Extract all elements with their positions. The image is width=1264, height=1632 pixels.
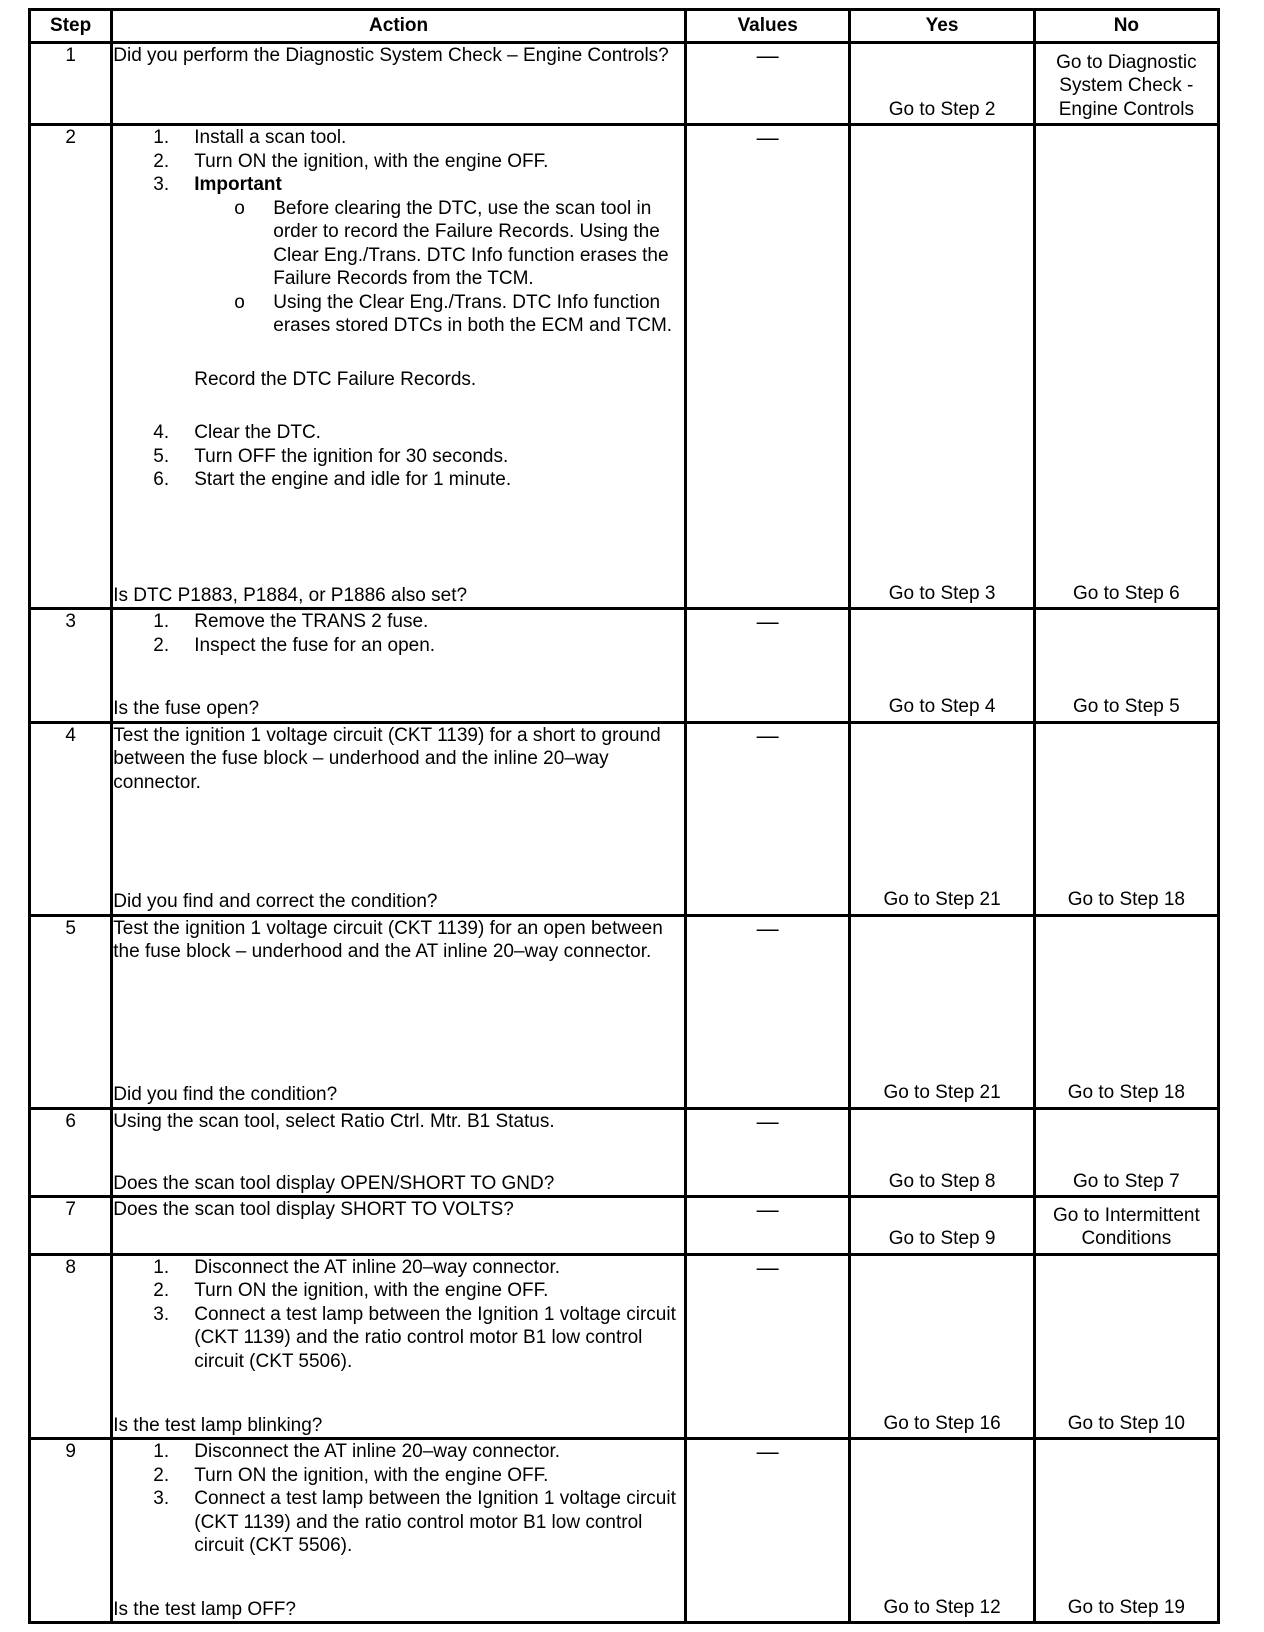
values-cell: — bbox=[685, 915, 850, 1108]
action-text: Test the ignition 1 voltage circuit (CKT 1139) for an open between the fuse block – underhood and the AT inline 20–way connector. bbox=[113, 917, 663, 963]
action-cell bbox=[112, 43, 686, 125]
values-cell: — bbox=[685, 722, 850, 915]
header-no: No bbox=[1034, 10, 1218, 43]
action-cell bbox=[112, 1108, 686, 1197]
step-list bbox=[113, 610, 684, 657]
circle-bullet-icon: o bbox=[234, 197, 245, 219]
yes-action: Go to Step 8 bbox=[888, 1170, 996, 1192]
action-cell bbox=[112, 915, 686, 1108]
table-row bbox=[30, 609, 1219, 723]
yes-cell bbox=[850, 43, 1034, 125]
list-item: 1. Install a scan tool. bbox=[153, 127, 347, 149]
action-cell bbox=[112, 609, 686, 723]
yes-action: Go to Step 21 bbox=[883, 1082, 1001, 1104]
yes-cell bbox=[850, 1108, 1034, 1197]
action-cell bbox=[112, 722, 686, 915]
table-row bbox=[30, 1439, 1219, 1623]
header-action: Action bbox=[112, 10, 686, 43]
yes-action: Go to Step 9 bbox=[888, 1228, 996, 1250]
diagnostic-table bbox=[28, 8, 1220, 1624]
question: Is the fuse open? bbox=[113, 698, 260, 720]
no-action: Go to Diagnostic System Check - Engine Controls bbox=[1056, 51, 1197, 120]
table-row bbox=[30, 722, 1219, 915]
step-number: 1 bbox=[30, 43, 112, 125]
list-item: 3. Important bbox=[153, 174, 282, 196]
list-item: 3. Connect a test lamp between the Ignition 1 voltage circuit (CKT 1139) and the ratio control motor B1 low control circuit (CKT 5506). bbox=[153, 1488, 676, 1557]
list-item: 6. Start the engine and idle for 1 minute. bbox=[153, 469, 512, 491]
question: Is the test lamp blinking? bbox=[113, 1414, 323, 1436]
values-cell: — bbox=[685, 1439, 850, 1623]
yes-cell bbox=[850, 125, 1034, 609]
list-item: 3. Connect a test lamp between the Ignition 1 voltage circuit (CKT 1139) and the ratio control motor B1 low control circuit (CKT 5506). bbox=[153, 1303, 676, 1372]
values-cell: — bbox=[685, 1254, 850, 1439]
step-number: 4 bbox=[30, 722, 112, 915]
list-item: 2. Inspect the fuse for an open. bbox=[153, 634, 436, 656]
table-row bbox=[30, 915, 1219, 1108]
list-item: 2. Turn ON the ignition, with the engine OFF. bbox=[153, 1280, 549, 1302]
step-list bbox=[113, 126, 684, 197]
header-row bbox=[30, 10, 1219, 43]
step-list bbox=[113, 1440, 684, 1558]
question: Is DTC P1883, P1884, or P1886 also set? bbox=[113, 584, 468, 606]
no-action: Go to Step 19 bbox=[1067, 1596, 1185, 1618]
header-step: Step bbox=[30, 10, 112, 43]
table-row bbox=[30, 1108, 1219, 1197]
yes-action: Go to Step 3 bbox=[888, 582, 996, 604]
values-cell: — bbox=[685, 125, 850, 609]
yes-cell bbox=[850, 915, 1034, 1108]
list-item: 1. Remove the TRANS 2 fuse. bbox=[153, 611, 429, 633]
no-action: Go to Step 7 bbox=[1073, 1170, 1180, 1192]
question: Does the scan tool display OPEN/SHORT TO GND? bbox=[113, 1172, 555, 1194]
list-item: 1. Disconnect the AT inline 20–way connector. bbox=[153, 1256, 561, 1278]
step-number: 5 bbox=[30, 915, 112, 1108]
step-number: 3 bbox=[30, 609, 112, 723]
yes-cell bbox=[850, 609, 1034, 723]
list-item: 1. Disconnect the AT inline 20–way connector. bbox=[153, 1441, 561, 1463]
yes-action: Go to Step 16 bbox=[883, 1412, 1001, 1434]
question: Did you find and correct the condition? bbox=[113, 891, 438, 913]
no-cell bbox=[1034, 1439, 1218, 1623]
no-action: Go to Step 18 bbox=[1067, 889, 1185, 911]
action-cell bbox=[112, 1439, 686, 1623]
header-values: Values bbox=[685, 10, 850, 43]
no-action: Go to Step 18 bbox=[1067, 1082, 1185, 1104]
question: Did you find the condition? bbox=[113, 1084, 338, 1106]
table-row bbox=[30, 125, 1219, 609]
values-cell: — bbox=[685, 43, 850, 125]
action-cell bbox=[112, 1254, 686, 1439]
action-cell bbox=[112, 125, 686, 609]
circle-bullet-icon: o bbox=[234, 291, 245, 313]
yes-cell bbox=[850, 722, 1034, 915]
no-cell bbox=[1034, 915, 1218, 1108]
question: Is the test lamp OFF? bbox=[113, 1598, 296, 1620]
no-cell bbox=[1034, 43, 1218, 125]
no-cell bbox=[1034, 722, 1218, 915]
no-action: Go to Step 5 bbox=[1073, 696, 1180, 718]
yes-action: Go to Step 2 bbox=[888, 98, 996, 120]
no-action: Go to Step 6 bbox=[1073, 582, 1180, 604]
action-text: Test the ignition 1 voltage circuit (CKT 1139) for a short to ground between the fuse block – underhood and the inline 20–way connector. bbox=[113, 724, 661, 793]
list-item: o Before clearing the DTC, use the scan tool in order to record the Failure Records. Using the Clear Eng./Trans. DTC Info function erases the Failure Records from the TCM. bbox=[234, 197, 669, 290]
no-cell bbox=[1034, 1197, 1218, 1254]
record-note: Record the DTC Failure Records. bbox=[194, 368, 477, 390]
yes-action: Go to Step 4 bbox=[888, 696, 996, 718]
values-cell: — bbox=[685, 609, 850, 723]
table-row bbox=[30, 1197, 1219, 1254]
important-label: Important bbox=[194, 174, 282, 196]
no-cell bbox=[1034, 1254, 1218, 1439]
yes-cell bbox=[850, 1254, 1034, 1439]
list-item: 4. Clear the DTC. bbox=[153, 422, 321, 444]
yes-cell bbox=[850, 1197, 1034, 1254]
yes-action: Go to Step 21 bbox=[883, 889, 1001, 911]
important-notes bbox=[113, 197, 684, 338]
table-row bbox=[30, 1254, 1219, 1439]
list-item: 5. Turn OFF the ignition for 30 seconds. bbox=[153, 445, 509, 467]
no-cell bbox=[1034, 609, 1218, 723]
action-text: Using the scan tool, select Ratio Ctrl. Mtr. B1 Status. bbox=[113, 1110, 555, 1132]
values-cell: — bbox=[685, 1197, 850, 1254]
no-action: Go to Intermittent Conditions bbox=[1052, 1204, 1200, 1250]
no-cell bbox=[1034, 1108, 1218, 1197]
action-cell bbox=[112, 1197, 686, 1254]
values-cell: — bbox=[685, 1108, 850, 1197]
table-row bbox=[30, 43, 1219, 125]
step-list bbox=[113, 421, 684, 492]
list-item: 2. Turn ON the ignition, with the engine OFF. bbox=[153, 150, 549, 172]
step-number: 7 bbox=[30, 1197, 112, 1254]
yes-action: Go to Step 12 bbox=[883, 1596, 1001, 1618]
yes-cell bbox=[850, 1439, 1034, 1623]
step-number: 2 bbox=[30, 125, 112, 609]
action-text: Does the scan tool display SHORT TO VOLTS? bbox=[113, 1199, 514, 1221]
step-number: 8 bbox=[30, 1254, 112, 1439]
list-item: o Using the Clear Eng./Trans. DTC Info function erases stored DTCs in both the ECM and TCM. bbox=[234, 291, 673, 337]
step-list bbox=[113, 1256, 684, 1374]
step-number: 6 bbox=[30, 1108, 112, 1197]
step-number: 9 bbox=[30, 1439, 112, 1623]
header-yes: Yes bbox=[850, 10, 1034, 43]
no-action: Go to Step 10 bbox=[1067, 1412, 1185, 1434]
list-item: 2. Turn ON the ignition, with the engine OFF. bbox=[153, 1464, 549, 1486]
action-text: Did you perform the Diagnostic System Check – Engine Controls? bbox=[113, 45, 669, 66]
no-cell bbox=[1034, 125, 1218, 609]
